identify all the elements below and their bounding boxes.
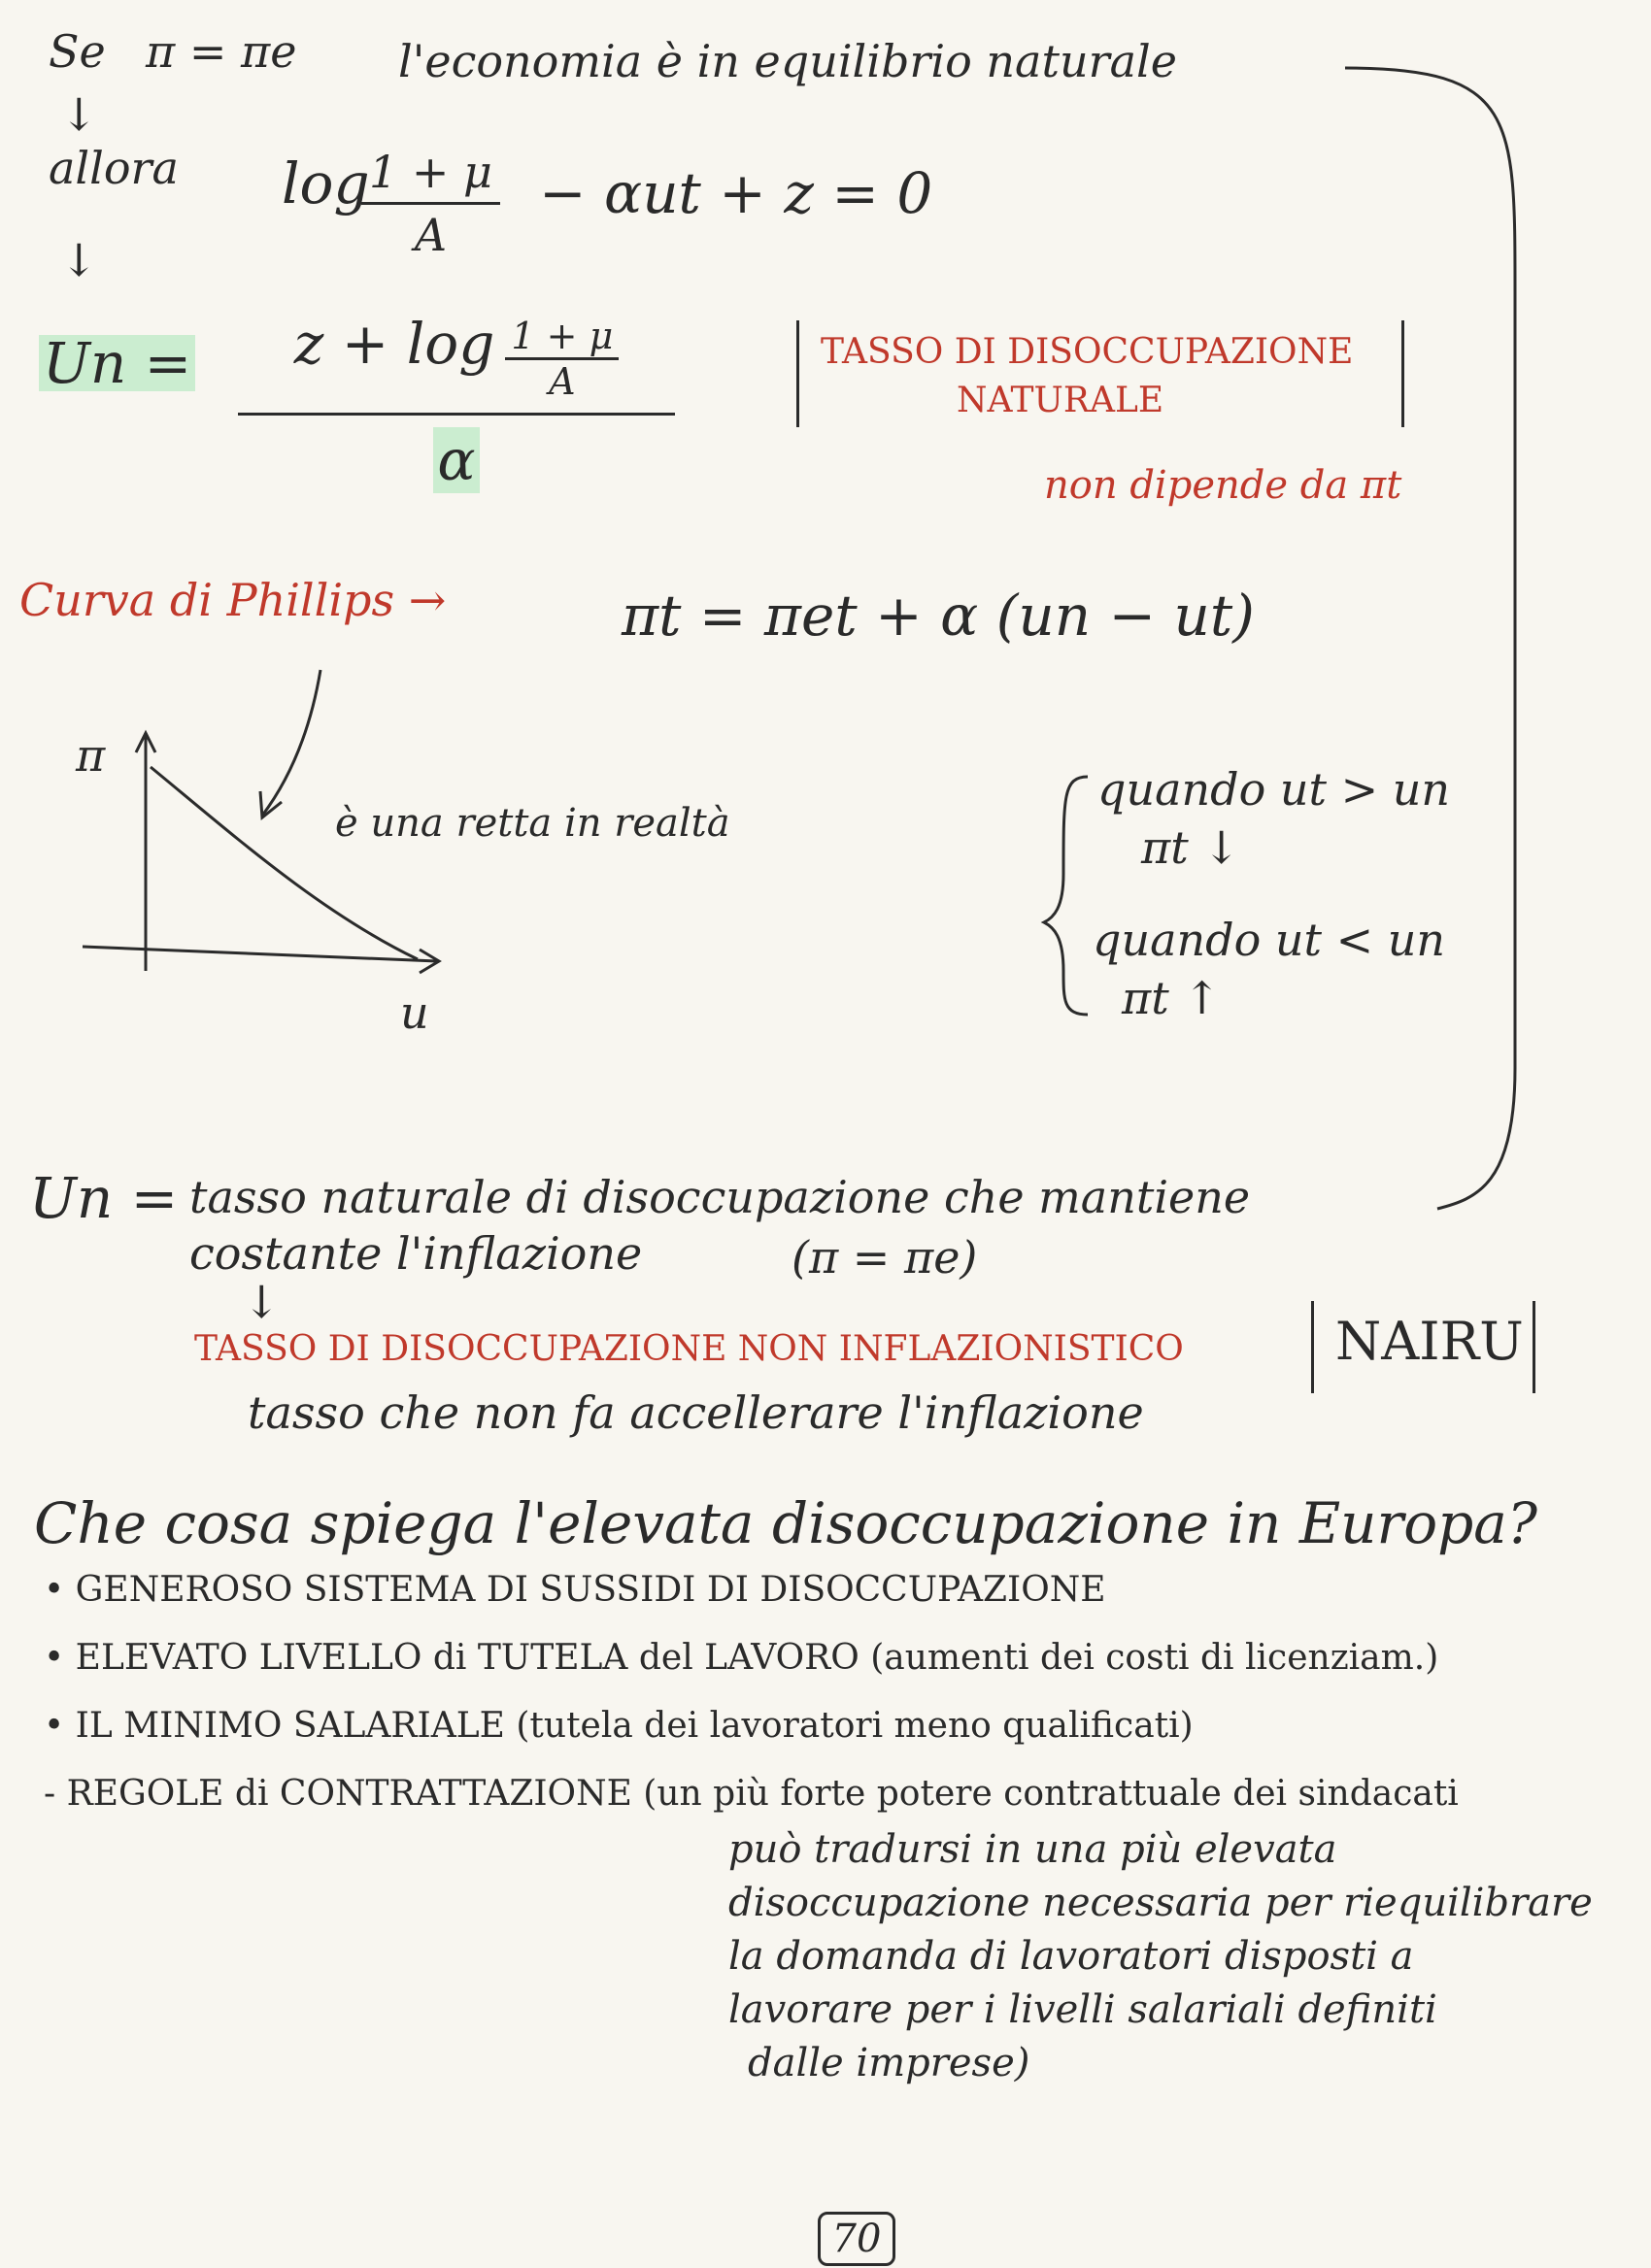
natural-rate-subtitle: NATURALE — [957, 381, 1164, 420]
connector-brace — [1345, 68, 1515, 1209]
un-inner-num: 1 + μ — [505, 315, 619, 360]
def-text-2: costante l'inflazione — [189, 1227, 643, 1280]
case1-condition: quando ut > un — [1097, 763, 1451, 816]
continuation-3: la domanda di lavoratori disposti a — [728, 1934, 1414, 1979]
def-arrow-icon: ↓ — [243, 1276, 281, 1328]
def-lhs: Un = — [29, 1165, 179, 1231]
equation-rest: − αut + z = 0 — [539, 160, 933, 226]
y-axis-label: π — [76, 729, 106, 782]
continuation-2: disoccupazione necessaria per riequilibrare — [728, 1881, 1593, 1925]
bullet-1: • GENEROSO SISTEMA DI SUSSIDI DI DISOCCUPAZIONE — [44, 1570, 1106, 1610]
allora-label: allora — [49, 142, 179, 194]
se-label: Se — [49, 25, 106, 78]
nairu-label: NAIRU — [1335, 1311, 1524, 1372]
graph-note: è una retta in realtà — [335, 801, 730, 846]
log-label: log — [282, 150, 370, 217]
x-axis — [83, 947, 437, 961]
equilibrium-formula: π = πe — [146, 25, 297, 78]
case2-condition: quando ut < un — [1093, 914, 1446, 966]
def-paren: (π = πe) — [792, 1231, 978, 1284]
continuation-1: può tradursi in una più elevata — [728, 1827, 1337, 1872]
page-number: 70 — [818, 2212, 895, 2266]
independence-note: non dipende da πt — [1044, 463, 1402, 508]
phillips-formula: πt = πet + α (un − ut) — [622, 583, 1255, 649]
pointer-arrow — [262, 670, 320, 816]
continuation-4: lavorare per i livelli salariali definiti — [728, 1987, 1437, 2032]
question-heading: Che cosa spiega l'elevata disoccupazione in Europa? — [34, 1490, 1537, 1556]
cases-brace — [1044, 777, 1088, 1015]
un-inner-den: A — [549, 360, 576, 403]
un-numerator-text: z + log — [293, 311, 495, 377]
case2-result: πt ↑ — [1122, 972, 1221, 1024]
phillips-curve — [151, 767, 418, 959]
def-text-1: tasso naturale di disoccupazione che mantiene — [189, 1171, 1251, 1223]
un-lhs: Un = — [39, 335, 195, 391]
bullet-4: - REGOLE di CONTRATTAZIONE (un più forte potere contrattuale dei sindacati — [44, 1774, 1459, 1814]
fraction-numerator: 1 + μ — [361, 146, 500, 205]
continuation-5: dalle imprese) — [748, 2041, 1030, 2085]
equilibrium-text: l'economia è in equilibrio naturale — [398, 35, 1177, 87]
down-arrow-icon: ↓ — [60, 88, 98, 141]
un-denominator: α — [238, 416, 675, 493]
down-arrow-icon-2: ↓ — [60, 234, 98, 286]
phillips-label: Curva di Phillips → — [19, 574, 447, 626]
x-axis-label: u — [400, 986, 429, 1039]
bullet-3: • IL MINIMO SALARIALE (tutela dei lavoratori meno qualificati) — [44, 1706, 1194, 1746]
def-explain: tasso che non fa accellerare l'inflazione — [248, 1386, 1144, 1439]
case1-result: πt ↓ — [1141, 821, 1240, 874]
fraction-denominator: A — [414, 209, 448, 261]
non-inflationary-title: TASSO DI DISOCCUPAZIONE NON INFLAZIONISTICO — [194, 1329, 1184, 1369]
bullet-2: • ELEVATO LIVELLO di TUTELA del LAVORO (aumenti dei costi di licenziam.) — [44, 1638, 1439, 1678]
natural-rate-title: TASSO DI DISOCCUPAZIONE — [821, 332, 1354, 372]
